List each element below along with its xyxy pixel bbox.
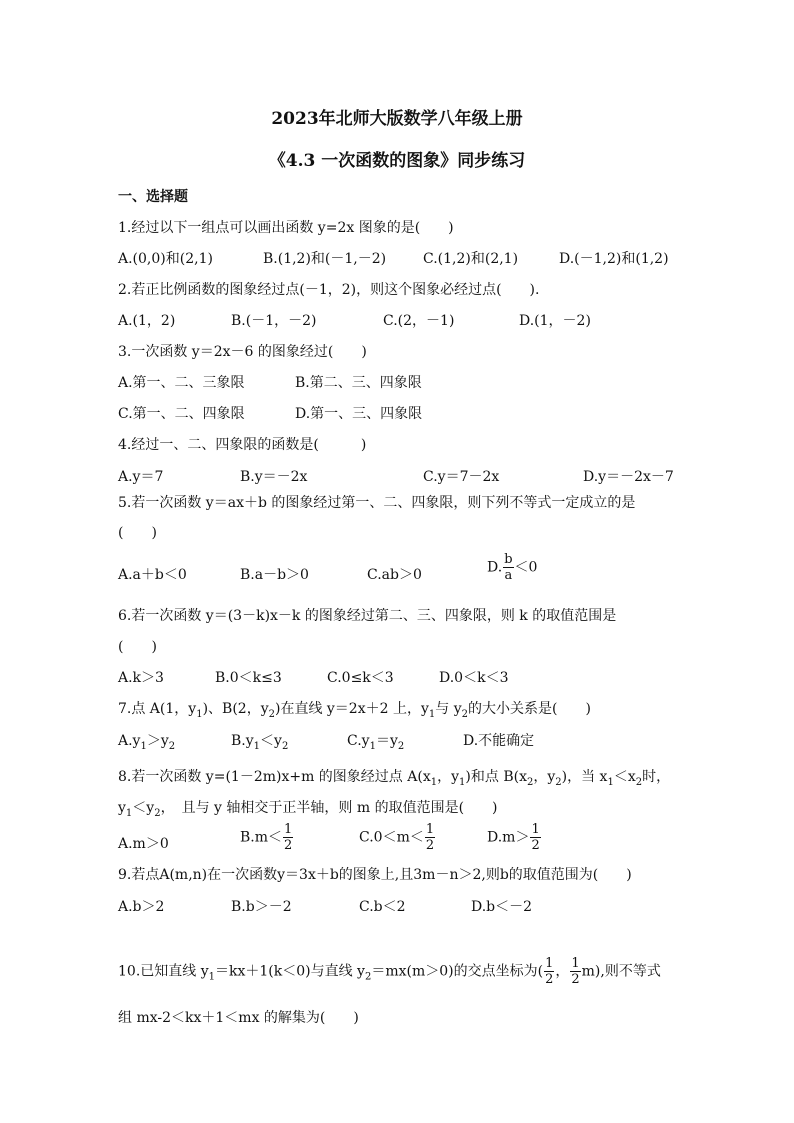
document-title: 2023年北师大版数学八年级上册: [271, 109, 523, 129]
question-9-option-a: A.b＞2: [118, 899, 165, 915]
question-2-option-a: A.(1，2): [118, 313, 176, 329]
question-6-option-b: B.0＜k≤3: [215, 670, 282, 686]
question-10-stem-line-1: 10.已知直线 $y_1=kx+1(k<0)$与直线 $y_2=mx(m>0)$的交点坐标为( $\frac{1}{2}$ ， $\frac{1}{2}$ m),则不等式: [118, 956, 661, 987]
question-8-option-b: B.m＜ $\frac{1}{2}$: [240, 822, 293, 853]
question-2-option-b: B.(－1，－2): [231, 313, 317, 329]
question-3-option-a: A.第一、二、三象限: [118, 375, 245, 391]
section-heading: 一、选择题: [118, 189, 188, 205]
question-9-option-b: B.b＞－2: [231, 899, 292, 915]
question-1-option-b: B.(1,2)和(－1,－2): [263, 251, 387, 267]
question-8-option-a: A.m＞0: [118, 836, 169, 852]
fraction-b-over-a: $\frac{b}{a}$: [504, 552, 513, 583]
question-7-option-a: $A.y_1>y_2$: [118, 733, 176, 752]
question-5-answer-paren: ( ): [118, 525, 157, 541]
question-4-stem: 4.经过一、二、四象限的函数是( ): [118, 437, 367, 453]
question-7-option-b: $B.y_1<y_2$: [231, 733, 289, 752]
question-4-option-b: B.y＝－2x: [240, 469, 308, 485]
question-3-option-b: B.第二、三、四象限: [295, 375, 422, 391]
document-subtitle: 《4.3 一次函数的图象》同步练习: [268, 151, 526, 171]
fraction-one-half: $\frac{1}{2}$: [284, 822, 293, 853]
question-7-option-d: D.不能确定: [463, 733, 535, 749]
question-8-stem-line-2: $y_1<y_2$， 且与 y 轴相交于正半轴，则 m 的取值范围是( ): [118, 800, 498, 819]
question-1-option-a: A.(0,0)和(2,1): [118, 251, 213, 267]
question-8-stem-line-1: 8.若一次函数 y=(1－2m)x+m 的图象经过点 $A(x_1$，$y_1$)和点 $B(x_2$，$y_2$)，当 $x_1<x_2$时，: [118, 769, 671, 788]
question-9-option-c: C.b＜2: [359, 899, 406, 915]
question-4-option-c: C.y＝7－2x: [423, 469, 500, 485]
question-5-stem: 5.若一次函数 y＝ax＋b 的图象经过第一、二、四象限，则下列不等式一定成立的是: [118, 495, 636, 511]
question-7-option-c: $C.y_1=y_2$: [347, 733, 405, 752]
question-7-stem: 7.点 A(1，$y_1$)、B(2，$y_2$)在直线 y＝2x＋2 上，$y_1$与 $y_2$的大小关系是( ): [118, 701, 591, 720]
question-5-option-c: C.ab＞0: [367, 567, 422, 583]
fraction-one-half: $\frac{1}{2}$: [545, 956, 554, 987]
question-9-stem: 9.若点A(m,n)在一次函数y＝3x＋b的图象上,且3m－n＞2,则b的取值范围为( ): [118, 867, 632, 883]
fraction-one-half: $\frac{1}{2}$: [425, 822, 435, 853]
question-6-stem: 6.若一次函数 y＝(3－k)x－k 的图象经过第二、三、四象限，则 k 的取值范围是: [118, 608, 617, 624]
question-3-option-c: C.第一、二、四象限: [118, 406, 245, 422]
question-2-option-c: C.(2，－1): [383, 313, 455, 329]
question-8-option-c: C.0＜m＜ $\frac{1}{2}$: [359, 822, 435, 853]
question-5-option-a: A.a＋b＜0: [118, 567, 187, 583]
fraction-one-half: $\frac{1}{2}$: [531, 822, 540, 853]
question-6-option-a: A.k＞3: [118, 670, 164, 686]
question-2-stem: 2.若正比例函数的图象经过点(－1，2)，则这个图象必经过点( ).: [118, 282, 540, 298]
question-2-option-d: D.(1，－2): [519, 313, 591, 329]
question-3-stem: 3.一次函数 y＝2x－6 的图象经过( ): [118, 344, 367, 360]
question-5-option-d: D. $\frac{b}{a}$ ＜0: [487, 552, 538, 583]
question-10-stem-line-2: 组 mx-2＜kx＋1＜mx 的解集为( ): [118, 1010, 359, 1026]
question-1-option-c: C.(1,2)和(2,1): [423, 251, 519, 267]
question-1-option-d: D.(－1,2)和(1,2): [559, 251, 669, 267]
fraction-one-half: $\frac{1}{2}$: [571, 956, 580, 987]
question-6-option-c: C.0≤k＜3: [327, 670, 394, 686]
question-6-answer-paren: ( ): [118, 639, 157, 655]
question-9-option-d: D.b＜－2: [471, 899, 533, 915]
question-1-stem: 1.经过以下一组点可以画出函数 y=2x 图象的是( ): [118, 220, 454, 236]
question-4-option-a: A.y＝7: [118, 469, 164, 485]
question-5-option-b: B.a－b＞0: [240, 567, 309, 583]
question-3-option-d: D.第一、三、四象限: [295, 406, 423, 422]
question-6-option-d: D.0＜k＜3: [439, 670, 509, 686]
question-4-option-d: D.y＝－2x－7: [583, 469, 674, 485]
question-8-option-d: D.m＞ $\frac{1}{2}$: [487, 822, 540, 853]
